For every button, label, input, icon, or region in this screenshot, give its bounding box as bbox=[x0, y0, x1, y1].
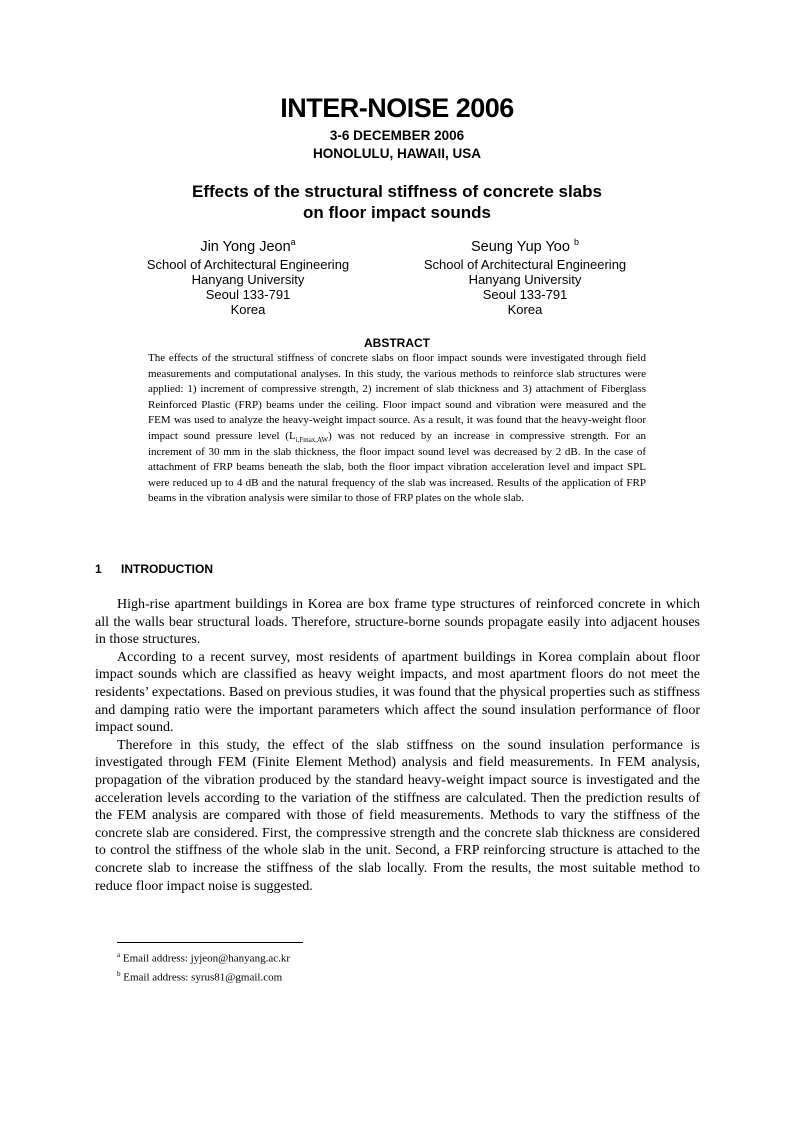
author-department: School of Architectural Engineering bbox=[423, 257, 627, 272]
introduction-body bbox=[95, 596, 700, 895]
author-department: School of Architectural Engineering bbox=[146, 257, 350, 272]
author-name-1 bbox=[128, 238, 368, 257]
paragraph: According to a recent survey, most residents of apartment buildings in Korea complain about floor impact sounds which are classified as heavy weight impacts, and most apartment floors do not meet the residents’ expectations. Based on previous studies, it was found that the physical properties such as stiffness and damping ratio were the important parameters which affect the sound insulation performance of floor impact sound. bbox=[95, 649, 700, 736]
abstract-subscript: i,Fmax,AW bbox=[295, 436, 329, 445]
conference-location: HONOLULU, HAWAII, USA bbox=[313, 146, 481, 161]
author-country: Korea bbox=[507, 302, 543, 317]
author-name-text: Seung Yup Yoo bbox=[471, 239, 574, 255]
footnote-mark: a bbox=[117, 951, 121, 959]
footnote-mark: b bbox=[117, 969, 121, 978]
footnote-b bbox=[117, 967, 290, 986]
footnote-a bbox=[117, 948, 290, 967]
author-name-text: Jin Yong Jeon bbox=[200, 239, 291, 255]
footnote-email: Email address: syrus81@gmail.com bbox=[120, 971, 283, 984]
abstract-text-before: The effects of the structural stiffness of concrete slabs on floor impact sounds were investigated through field measurements and computational analyses. In this study, the various methods to reinforce slab structures were applied: 1) increment of compressive strength, 2) increment of slab thickness and 3) attachment of Fiberglass Reinforced Plastic (FRP) beams under the ceiling. Floor impact sound and vibration were measured and the FEM was used to analyze the heavy-weight impact source. As a result, it was found that the heavy-weight floor impact sound pressure level (L bbox=[148, 352, 646, 442]
author-block-1 bbox=[128, 238, 368, 317]
footnotes bbox=[117, 948, 290, 985]
section-heading bbox=[95, 562, 213, 576]
author-country: Korea bbox=[230, 302, 266, 317]
paragraph: High-rise apartment buildings in Korea are box frame type structures of reinforced concrete in which all the walls bear structural loads. Therefore, structure-borne sounds propagate easily into adjacent houses in those structures. bbox=[95, 597, 700, 648]
footnote-divider bbox=[117, 942, 303, 943]
footnote-email: Email address: jyjeon@hanyang.ac.kr bbox=[120, 952, 290, 965]
section-number: 1 bbox=[95, 562, 102, 576]
section-title: INTRODUCTION bbox=[121, 562, 213, 576]
abstract-body bbox=[148, 351, 646, 507]
paper-title bbox=[0, 181, 794, 223]
abstract-heading: ABSTRACT bbox=[364, 336, 430, 350]
paragraph: Therefore in this study, the effect of the slab stiffness on the sound insulation performance is investigated through FEM (Finite Element Method) analysis and field measurements. In FEM analysis, propagation of the vibration produced by the standard heavy-weight impact source is investigated and the acceleration levels according to the variation of the stiffness are calculated. Then the prediction results of the FEM analysis are compared with those of field measurements. Methods to vary the stiffness of the concrete slab are considered. First, the compressive strength and the concrete slab thickness are considered to control the stiffness of the whole slab in the unit. Second, a FRP reinforcing structure is attached to the concrete slab to increase the stiffness of the slab locally. From the results, the most suitable method to reduce floor impact noise is suggested. bbox=[95, 737, 700, 894]
conference-dates: 3-6 DECEMBER 2006 bbox=[329, 128, 465, 143]
author-name-2 bbox=[405, 238, 645, 257]
author-block-2 bbox=[405, 238, 645, 317]
author-mark: b bbox=[573, 237, 579, 248]
author-mark: a bbox=[290, 237, 296, 248]
author-city: Seoul 133-791 bbox=[482, 287, 568, 302]
author-university: Hanyang University bbox=[468, 272, 582, 287]
paper-title-line-1: Effects of the structural stiffness of concrete slabs bbox=[192, 182, 602, 201]
author-city: Seoul 133-791 bbox=[205, 287, 291, 302]
paper-title-line-2: on floor impact sounds bbox=[303, 203, 491, 222]
conference-title: INTER-NOISE 2006 bbox=[280, 93, 514, 123]
abstract-text-after: ) was not reduced by an increase in compressive strength. For an increment of 30 mm in the slab thickness, the floor impact sound level was decreased by 2 dB. In the case of attachment of FRP beams beneath the slab, both the floor impact vibration acceleration level and impact SPL were reduced up to 4 dB and the natural frequency of the slab was increased. Results of the application of FRP beams in the vibration analysis were similar to those of FRP plates on the whole slab. bbox=[148, 429, 646, 505]
author-university: Hanyang University bbox=[191, 272, 305, 287]
